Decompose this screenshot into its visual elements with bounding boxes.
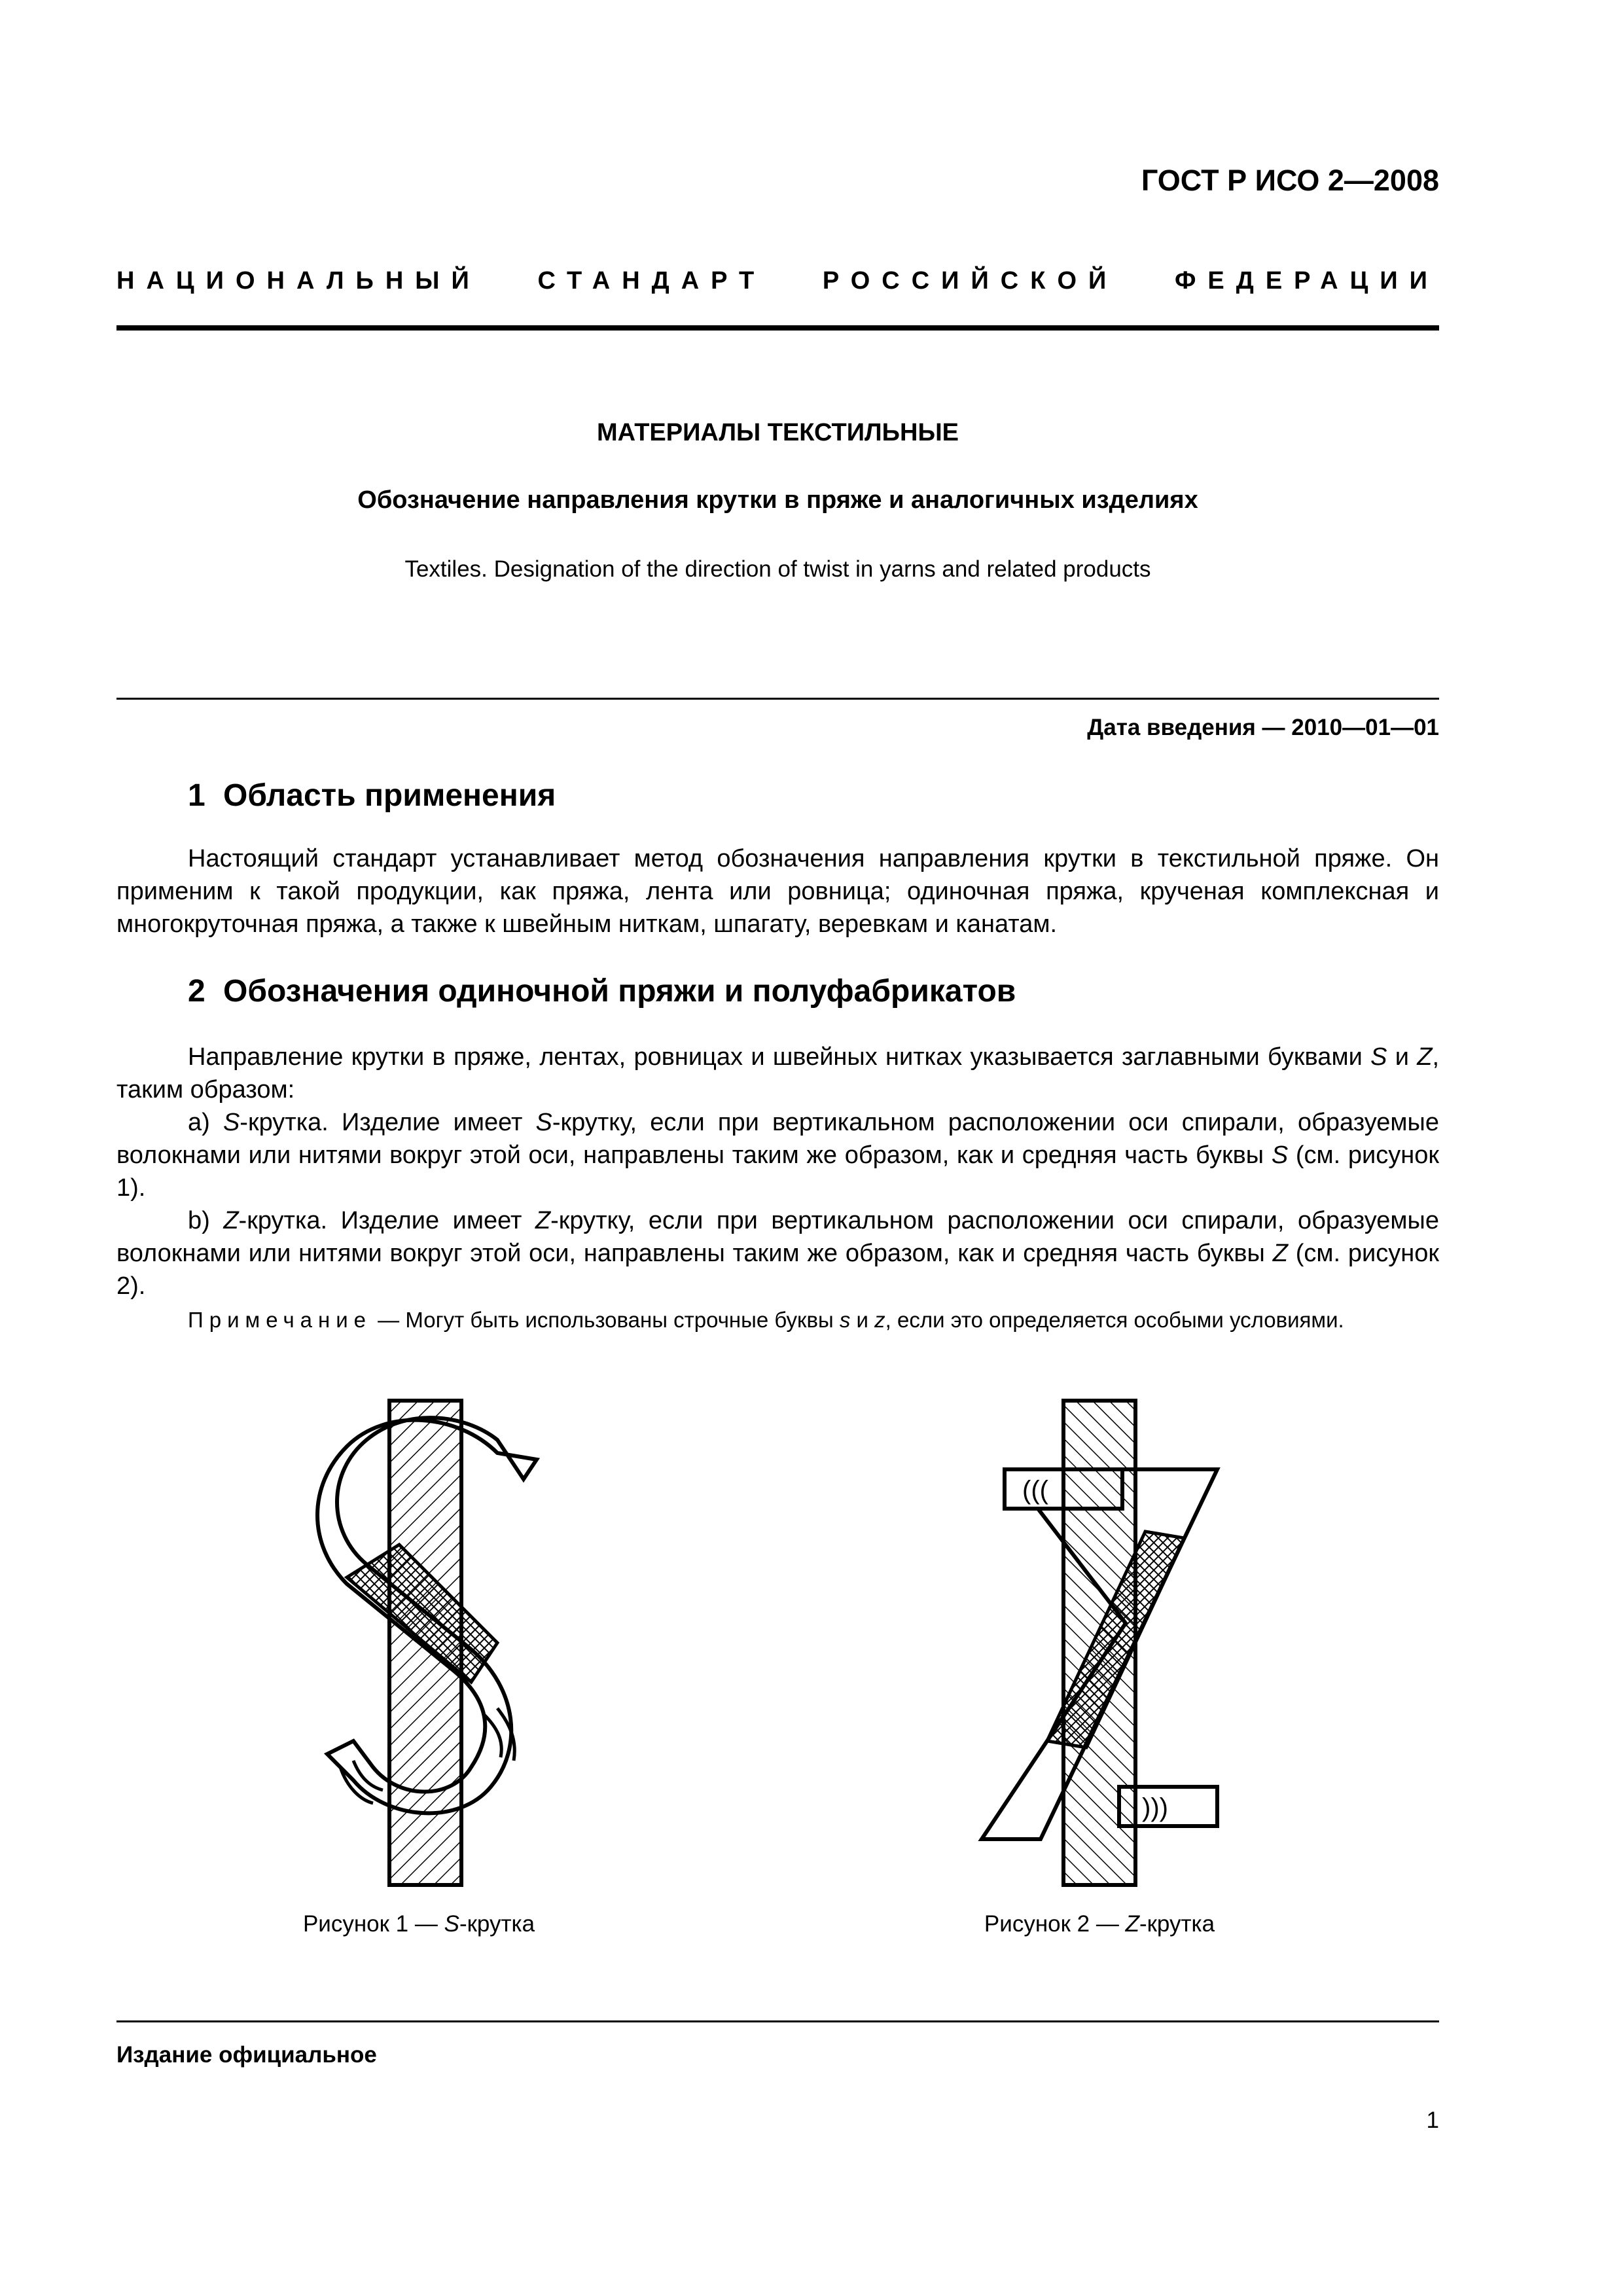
section-title: Обозначения одиночной пряжи и полуфабрикатов bbox=[223, 974, 1016, 1009]
gost-code: ГОСТ Р ИСО 2—2008 bbox=[1141, 164, 1439, 197]
section-2-body bbox=[116, 1041, 1439, 1302]
svg-text:))): ))) bbox=[1142, 1793, 1168, 1822]
document-subtitle: Обозначение направления крутки в пряже и аналогичных изделиях bbox=[357, 486, 1198, 514]
section-title: Область применения bbox=[223, 778, 556, 813]
date-of-introduction: Дата введения — 2010—01—01 bbox=[1087, 715, 1439, 740]
banner-word: РОССИЙСКОЙ bbox=[822, 267, 1118, 295]
banner-word: СТАНДАРТ bbox=[537, 267, 766, 295]
figure-1-s-twist-diagram bbox=[301, 1401, 563, 1885]
figure-2-caption: Рисунок 2 — Z-крутка bbox=[984, 1911, 1215, 1937]
banner-word: НАЦИОНАЛЬНЫЙ bbox=[116, 267, 481, 295]
list-item-b: b) Z-крутка. Изделие имеет Z-крутку, если при вертикальном расположении оси спирали, образуемые волокнами или нитями вокруг этой оси, направлены таким же образом, как и средняя часть буквы Z (см. рисунок 2). bbox=[116, 1207, 1440, 1300]
section-2-heading bbox=[188, 973, 1016, 1009]
document-title: МАТЕРИАЛЫ ТЕКСТИЛЬНЫЕ bbox=[597, 419, 959, 446]
section-1-heading bbox=[188, 778, 556, 814]
svg-text:(((: ((( bbox=[1022, 1476, 1048, 1505]
footer-divider bbox=[116, 2020, 1439, 2022]
page-number: 1 bbox=[1426, 2108, 1439, 2133]
figure-1-caption: Рисунок 1 — S-крутка bbox=[302, 1911, 535, 1937]
national-standard-banner bbox=[116, 267, 1439, 295]
section-1-body bbox=[116, 842, 1439, 941]
figure-2-z-twist-diagram bbox=[975, 1401, 1237, 1885]
note-label: Примечание bbox=[188, 1308, 372, 1332]
header-divider bbox=[116, 325, 1439, 331]
title-divider bbox=[116, 698, 1439, 700]
paragraph-intro: Направление крутки в пряже, лентах, ровницах и швейных нитках указывается заглавными буквами S и Z, таким образом: bbox=[116, 1043, 1439, 1103]
paragraph: Настоящий стандарт устанавливает метод обозначения направления крутки в текстильной пряже. Он применим к такой продукции, как пряжа, лента или ровница; одиночная пряжа, крученая комплексная и многокруточная пряжа, а также к швейным ниткам, шпагату, веревкам и канатам. bbox=[116, 845, 1439, 938]
section-number: 2 bbox=[188, 974, 205, 1009]
list-item-a: а) S-крутка. Изделие имеет S-крутку, если при вертикальном расположении оси спирали, образуемые волокнами или нитями вокруг этой оси, направлены таким же образом, как и средняя часть буквы S (см. рисунок 1). bbox=[116, 1109, 1439, 1202]
section-number: 1 bbox=[188, 778, 205, 813]
english-title: Textiles. Designation of the direction of twist in yarns and related products bbox=[404, 556, 1151, 582]
note: Примечание — Могут быть использованы строчные буквы s и z, если это определяется особыми условиями. bbox=[188, 1308, 1344, 1332]
banner-word: ФЕДЕРАЦИИ bbox=[1174, 267, 1439, 295]
official-edition-label: Издание официальное bbox=[116, 2042, 377, 2068]
